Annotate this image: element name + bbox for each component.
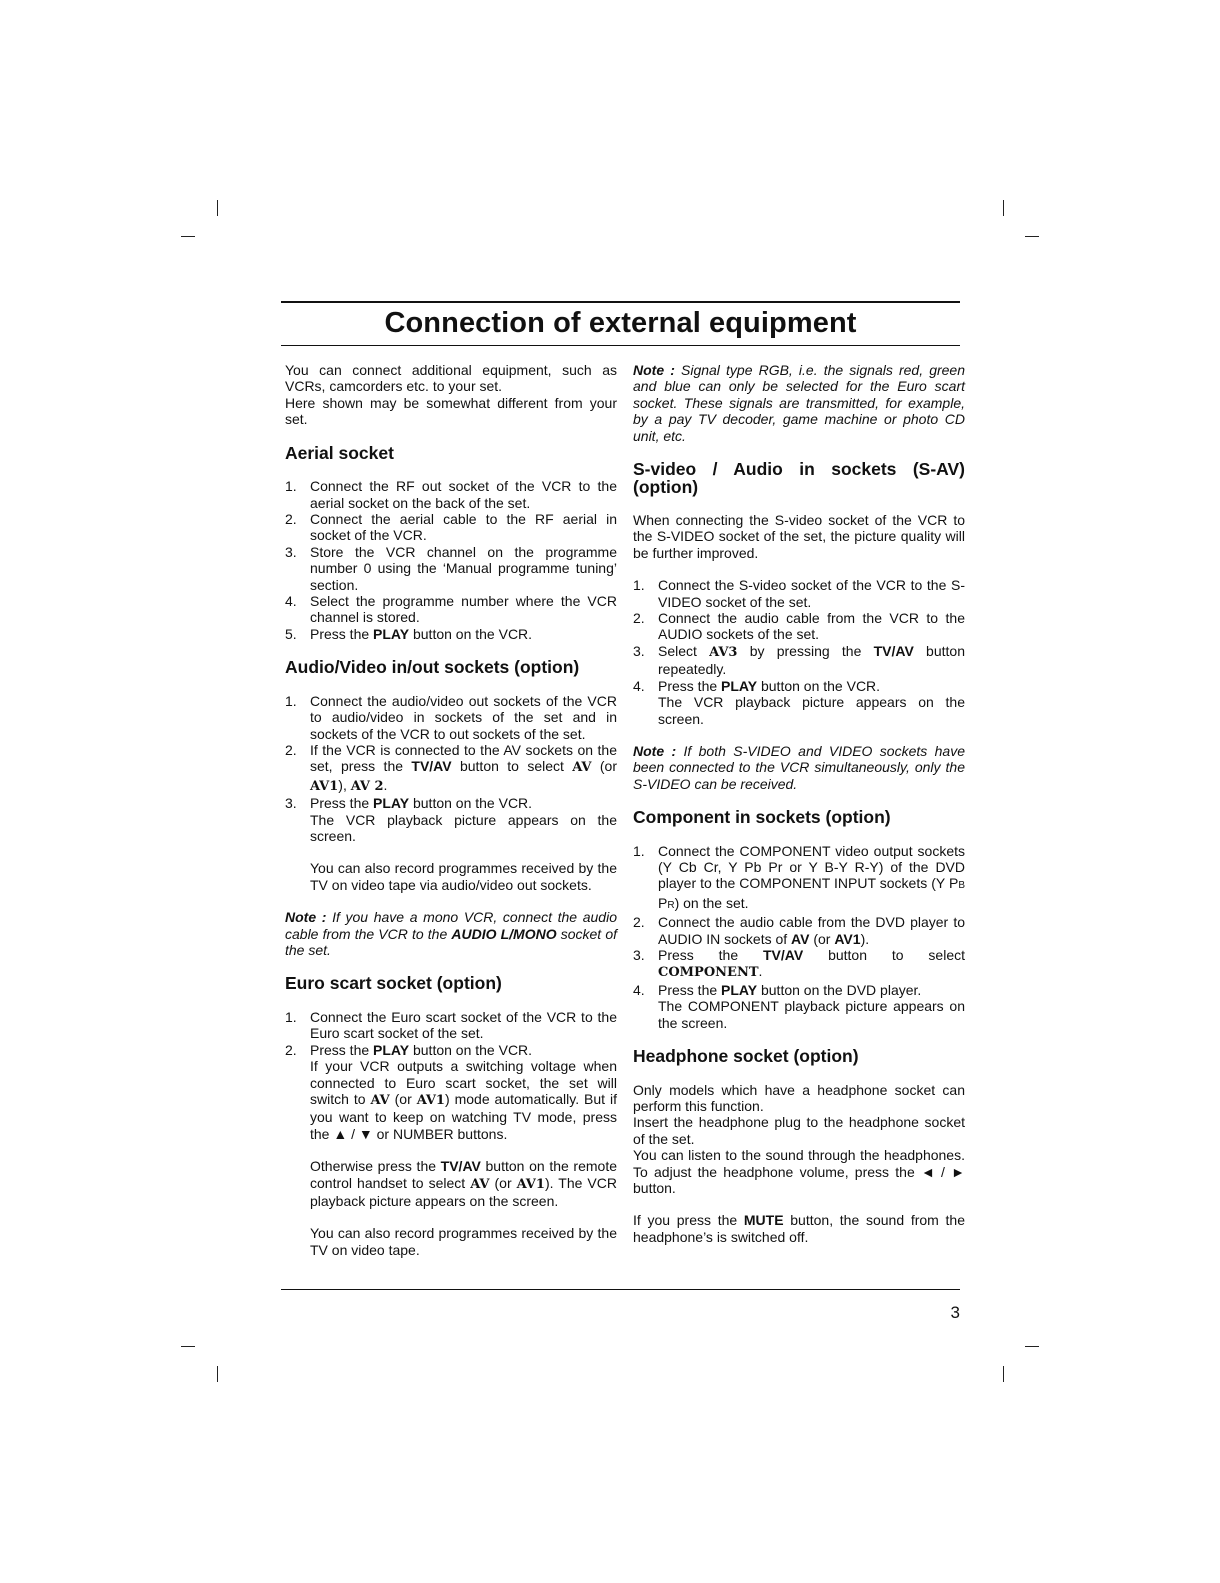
right-column <box>633 362 965 1245</box>
list-item: 3. Store the VCR channel on the programme number 0 using the ‘Manual programme tuning’ section. <box>285 543 617 593</box>
note: Note : If both S-VIDEO and VIDEO sockets have been connected to the VCR simultaneously, only the S-VIDEO can be received. <box>633 742 965 792</box>
crop-mark <box>217 1366 218 1382</box>
component-steps <box>633 843 965 999</box>
section-heading-s-video: S-video / Audio in sockets (S-AV) (option) <box>633 459 965 497</box>
section-heading-headphone: Headphone socket (option) <box>633 1046 859 1067</box>
aerial-steps <box>285 478 617 642</box>
crop-mark <box>181 236 195 237</box>
left-column <box>285 362 617 1258</box>
crop-mark <box>181 1346 195 1347</box>
list-item: 1. Connect the audio/video out sockets of the VCR to audio/video in sockets of the set and in sockets of the VCR to out sockets of the set. <box>285 692 617 742</box>
paragraph: If you press the MUTE button, the sound from the headphone’s is switched off. <box>633 1212 965 1245</box>
note: Note : Signal type RGB, i.e. the signals red, green and blue can only be selected for the Euro scart socket. These signals are transmitted, for example, by a pay TV decoder, game machine or photo CD unit, etc. <box>633 362 965 444</box>
list-item: 4. Select the programme number where the VCR channel is stored. <box>285 592 617 626</box>
paragraph: You can listen to the sound through the headphones. To adjust the headphone volume, press the ◄ / ► button. <box>633 1147 965 1197</box>
list-item: 2. Press the PLAY button on the VCR. <box>285 1041 533 1058</box>
list-item: 1. Connect the RF out socket of the VCR to the aerial socket on the back of the set. <box>285 478 617 511</box>
list-continuation: The VCR playback picture appears on the screen. <box>310 811 617 844</box>
euro-steps <box>285 1009 617 1058</box>
section-heading-component: Component in sockets (option) <box>633 807 891 828</box>
list-item: 2. Connect the aerial cable to the RF aerial in socket of the VCR. <box>285 510 617 544</box>
list-item: 1. Connect the Euro scart socket of the VCR to the Euro scart socket of the set. <box>285 1008 617 1042</box>
list-item: 1. Connect the S-video socket of the VCR to the S-VIDEO socket of the set. <box>633 577 965 610</box>
list-continuation: Otherwise press the TV/AV button on the remote control handset to select AV (or AV1). The VCR playback picture appears on the screen. <box>310 1158 617 1209</box>
list-continuation: You can also record programmes received by the TV on video tape. <box>310 1225 617 1258</box>
paragraph: Only models which have a headphone socket can perform this function. <box>633 1081 965 1114</box>
list-continuation: The VCR playback picture appears on the screen. <box>658 694 965 727</box>
list-item: 3. Select AV3 by pressing the TV/AV button repeatedly. <box>633 642 965 678</box>
list-item: 4. Press the PLAY button on the VCR. <box>633 677 881 694</box>
crop-mark <box>1025 236 1039 237</box>
crop-mark <box>1025 1346 1039 1347</box>
av-steps <box>285 693 617 812</box>
page-title: Connection of external equipment <box>384 307 857 339</box>
crop-mark <box>1003 200 1004 216</box>
section-heading-av: Audio/Video in/out sockets (option) <box>285 657 580 678</box>
title-rule-bottom <box>281 345 960 346</box>
crop-mark <box>1003 1366 1004 1382</box>
list-item: 2. If the VCR is connected to the AV sockets on the set, press the TV/AV button to select AV (or AV1), AV 2. <box>285 741 618 794</box>
page-number: 3 <box>950 1303 960 1322</box>
paragraph: Insert the headphone plug to the headphone socket of the set. <box>633 1114 965 1147</box>
list-item: 3. Press the TV/AV button to select COMPONENT. <box>633 947 965 981</box>
footer-rule <box>281 1289 960 1290</box>
section-intro: When connecting the S-video socket of the VCR to the S-VIDEO socket of the set, the picture quality will be further improved. <box>633 512 965 561</box>
list-item: 1. Connect the COMPONENT video output sockets (Y Cb Cr, Y Pb Pr or Y B-Y R-Y) of the DVD player to the COMPONENT INPUT sockets (Y PB PR) on the set. <box>633 842 965 911</box>
list-continuation: The COMPONENT playback picture appears on the screen. <box>658 998 965 1031</box>
list-item: 3. Press the PLAY button on the VCR. <box>285 795 533 812</box>
list-item: 4. Press the PLAY button on the DVD player. <box>633 981 922 998</box>
crop-mark <box>217 200 218 216</box>
intro-paragraph: You can connect additional equipment, such as VCRs, camcorders etc. to your set. <box>285 362 617 395</box>
list-continuation: You can also record programmes received by the TV on video tape via audio/video out sockets. <box>310 860 617 893</box>
section-heading-aerial: Aerial socket <box>285 442 394 463</box>
list-continuation: If your VCR outputs a switching voltage when connected to Euro scart socket, the set will switch to AV (or AV1) mode automatically. But if you want to keep on watching TV mode, press the ▲ / ▼ or NUMBER buttons. <box>310 1058 618 1142</box>
note: Note : If you have a mono VCR, connect the audio cable from the VCR to the AUDIO L/MONO socket of the set. <box>285 909 617 958</box>
s-video-steps <box>633 577 965 694</box>
list-item: 5. Press the PLAY button on the VCR. <box>285 625 533 642</box>
section-heading-euro-scart: Euro scart socket (option) <box>285 973 502 994</box>
intro-paragraph: Here shown may be somewhat different from your set. <box>285 394 617 428</box>
list-item: 2. Connect the audio cable from the DVD player to AUDIO IN sockets of AV (or AV1). <box>633 914 965 947</box>
list-item: 2. Connect the audio cable from the VCR to the AUDIO sockets of the set. <box>633 610 965 643</box>
